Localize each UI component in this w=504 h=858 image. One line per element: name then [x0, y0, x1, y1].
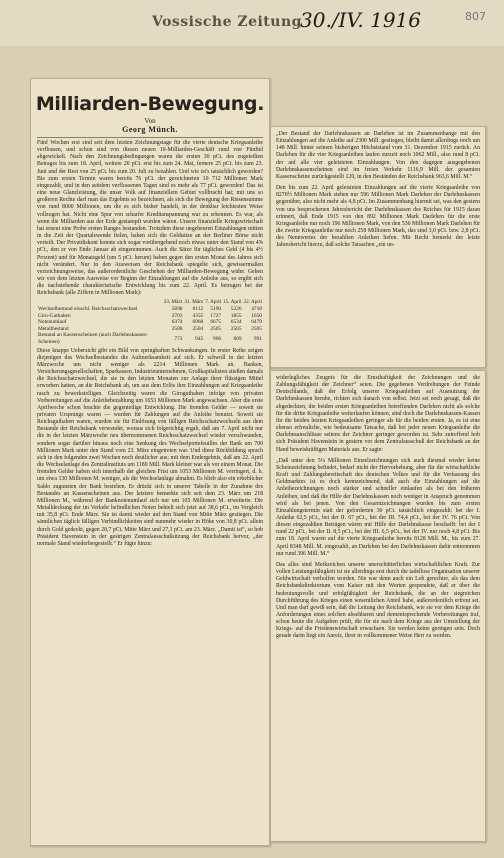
right-top-paragraph-1: „Der Bestand der Darlehnskassen an Darlehen ist im Zusammenhange mit den Einzahlungen auf die Anleihe auf 2300 Mill. gestiegen, bleibt damit allerdings noch um 148 Mill. hinter seinem bisherigen Höchststand vom 31. Dezember 1915 zurück. An Darlehen für die vier Kriegsanleihen laufen zurzeit noch 1062 Mill., also rund 8 pCt. der auf alle vier geleisteten Einzahlungen. Von den dagegen ausgegebenen Darlehnskassenscheinen sind im freien Verkehr 1116,9 Mill. der gesamten Kassenscheine zurückgestellt 120, in den Beständen der Reichsbank 963,6 Mill. M.“: [276, 131, 480, 180]
row-value: 2703: [171, 312, 183, 319]
right-bottom-paragraph-1: widerlegliches Zeugnis für die Ernsthaftigkeit der Zeichnungen und die Zahlungsfähigkeit der Zeichner“ seien. Die gegebenen Verdrehungen der Feinde Deutschlands, daß der Erfolg unserer Kriegsanleihen auf Ausnutzung der Darlehnskassen beruhe, richten sich danach von selbst. Jetzt sei noch gesagt, daß die abgedeckten, die beiden ersten Kriegsanleihen betreffenden Darlehen nicht als solche für die dritte Kriegsanleihe weiterlaufen können, sind doch die Darlehnskassen-Kassen für die beiden letzten Kriegsanleihen geringer als für die beiden ersten. Ja, es ist eine ebenso erfreuliche, wie bedeutsame Tatsache, daß bei jeder neuen Kriegsanleihe die Darlehnsanschlüsse seitens der Zeichner geringer geworden ist. Sehr zutreffend hob sich Präsident Havenstein in gestern vor dem Zentralausschuß der Reichsbank an der Hand beweiskräftigen Materials aus. Er sagte:: [276, 375, 480, 453]
article-author: Georg Münch.: [122, 125, 178, 134]
table-header-cell: 7. April: [205, 299, 222, 306]
article-paragraph-1: Fünf Wochen erst sind seit dem letzten Zeichnungstage für die vierte deutsche Kriegsanleihe verflossen, und schon sind von diesen neuen 10-Milliarden-Geschäft rund vier Fünftel abgewickelt. Nach den Zeichnungsbedingungen waren die ersten 30 pCt. des zugeteilten Betrages bis zum 18. April, weitere 20 pCt. erst bis zum 24. Mai, fernere 25 pCt. bis zum 23. Juni und der Rest von 25 pCt. bis zum 20. Juli zu bezahlen. Und wie ist's tatsächlich geworden? Bis zum ersten Termin waren bereits 76 pCt. der gezeichneten 10 712 Millionen Mark eingezahlt, und in den seitdem verflossenen Tagen sind es mehr als 77 pCt. geworden! Das ist eine neue Glanzleistung, die unser Volk auf finanziellem Gebiet vollbracht hat; mit uns so großeren Rechte darf man das Ergebnis so bezeichnen, als sich die Bewegung der Riesensumme von rund 8000 Millionen, um die es sich bisher handelt, in der denkbar leichtesten Weise vollzogen hat. Nicht eine Spur von scharfer Kreditanspannung war zu erkennen. Es war, als wenn die Milliarden aus der Erde gestampft worden wären. Unsere finanzielle Kriegswirtschaft hat erneut eine Probe ersten Ranges bestanden. Trotzdem diese ungeheuren Einzahlungen mitten in die Zeit der Quartalswende fielen, haben sich die Geldsätze an der Berliner Börse nicht verteilt. Der Privatdiskont konnte sich sogar vorübergehend noch etwas unter den Stand von 4⅝ pCt., den er von Ende Januar ab eingenommen. Auch die Sätze für tägliches Geld (4 bis 4½ Prozent) und für Monatsgeld (um 5 pCt. herum) haben gegen den ersten Monat des Jahres sich nicht verändert. Nur in den Ausweisen der Reichsbank spiegelte sich, gewissermaßen verzeichnungsweise, das außerordentliche Geschehen der Milliarden-Bewegung wider. Geben wir von dem letzten Ausweise vor Beginn der Einzahlungen auf die Anleihe aus, so ergibt sich die nachstehende charakteristische Entwicklung bis zum 22. April. Es betrugen bei der Reichsbank (alle Ziffern in Millionen Mark):: [37, 140, 263, 297]
article-clipping-left: [30, 78, 270, 846]
row-label: Metallbestand: [38, 325, 69, 332]
row-value: 6479: [251, 319, 262, 326]
row-value: 991: [253, 335, 262, 342]
row-value: 2505: [251, 325, 262, 332]
row-label: Wechselbestand einschl. Reichsschatzwechsel: [38, 306, 138, 313]
row-value: 6675: [210, 319, 222, 326]
table-header-cell: 31. März: [184, 299, 204, 306]
right-top-paragraph-2: Den bis zum 22. April geleisteten Einzahlungen auf die vierte Kriegsanleihe von 8270½ Millionen Mark stehen nur 596 Millionen Mark Darlehen der Darlehnskassen gegenüber, also nicht mehr als 4,8 pCt. Im Zusammenhang hiermit sei, was den gestern von uns besprochenen Jahresbericht der Darlehnskassen des Reiches für 1915 daran erinnert, daß Ende 1915 von den 892 Millionen Mark Darlehen für die erste Kriegsanleihe nur noch 196 Millionen Mark, von den 536 Millionen Mark Darlehen für die zweite Kriegsanleihe nur noch 258 Millionen Mark, das sind 3,0 pCt. bzw. 2,8 pCt. des Nennwertes der bezahlten Anleihen liefen. Mit Recht bemerkt der letzte Jahresbericht hierzu, daß solche Tatsachen „ein un-: [276, 185, 480, 249]
title-rule: [37, 137, 263, 138]
right-bottom-paragraph-3: Das alles sind Merkzeichen unserer unerschütterlichen wirtschaftlichen Kraft. Zur vollen Leistungsfähigkeit ist sie allerdings erst durch die tadellose Organisation unserer Geldwirtschaft verholfen worden. Nie war denn auch ein Lob gerechter, als das dem Reichsbankdirektorium vom Kaiser mit den Worten gespendete, daß er über die bedeutungsvolle und erfolgfähigkeit der Reichsbank, die an der siegreichen Durchführung des Krieges einen wesentlichen Anteil habe, außerordentlich erfreut sei. Und man darf gewiß sein, daß die Leitung der Reichsbank, wie sie vor dem Kriege die Anforderungen eines solchen absehbaren und dementsprechende Vorbereitungen traf, schon heute die Aufgaben prüft, die für sie nach dem Kriege aus der Umstellung der Kriegs- auf die Friedenswirtschaft erwachsen. Sie werden keine geringen sein. Doch gerade darin liegt ein Anreiz, ihrer in vollkommener Weise Herr zu werden.: [276, 561, 480, 640]
article-clipping-right-top: [270, 126, 486, 368]
page-number: 807: [465, 10, 486, 23]
table-row: [37, 332, 263, 345]
row-value: 6968: [192, 319, 204, 326]
table-header-cell: 23. März: [163, 299, 183, 306]
row-label: Notenumlauf: [38, 319, 67, 326]
row-value: 2504: [192, 325, 204, 332]
row-value: 2506: [171, 325, 183, 332]
row-value: 906: [213, 335, 222, 342]
reichsbank-table: [37, 299, 263, 345]
row-value: 809: [233, 335, 242, 342]
handwritten-date: 30./IV. 1916: [300, 8, 422, 32]
row-value: 5226: [230, 306, 242, 313]
row-value: 6534: [230, 319, 242, 326]
article-paragraph-2: Diese knappe Uebersicht gibt ein Bild von springhaften Schwankungen. In erster Reihe zeigen diejenigen des Wechselbestandes die Aufmerksamkeit auf sich. Er schwoll in der letzten Märzwoche um nicht weniger als 2214 Millionen Mark an. Banken, Versicherungsgesellschaften, Sparkassen, Industrieunternehmen, Großkapitalisten stießen damals die Reichsschatzwechsel, die sie in den letzten Monaten zur Anlage ihrer flüssigen Mittel erworben hatten, an die Reichsbank ab, um aus dem Erlös ihre Einzahlungen auf Kriegsanleihe rasch zu bewerkstelligen. Gleichzeitig waren die Giroguthaben infolge von privaten Vorbereitungen auf die Anleihebezahlung um 1653 Millionen Mark angewachsen. Aber die erste Aprilwoche schon brachte die gegenteilige Entwicklung. Die fremden Gelder — soweit sie privaten Ursprungs waren — wurden für Zahlungen auf die Anleihe benutzt. Soweit sie Reichsguthaben waren, wurden sie für Einlösung von fälligen Reichsschatzwechseln aus dem Bestande der Reichsbank verwendet, woraus sich folgerichtig ergab, daß am 7. April nicht nur die in der letzten Märzwoche neu übernommenen Reichsschatzwechsel wieder verschwunden, sondern sogar darüber hinaus noch eine Senkung des Wechselportefeuilles der Bank um 700 Millionen Mark unter den Stand vom 23. März eingetreten war. Und diese Rückbildung sprach sich in den folgenden zwei Wochen noch deutlicher aus; mit dem Endergebnis, daß am 22. April die Wechselanlage des Zentralinstituts um 1180 Mill. Mark kleiner war als vor einem Monat. Die fremden Gelder haben sich innerhalb der gleichen Frist um 1053 Millionen M. verringert, d. h. um etwa 130 Millionen M. weniger, als die Wechselanlage abnahm. Es blieb also ein erheblicher Saldo zugunsten der Bank bestehen. Er drückt sich in unserer Tabelle in der Zunahme des Bestandes an Kassenscheinen aus. Der letztere bemerkte sich seit dem 23. März um 218 Millionen M., während der Banknotenumlauf sich nur um 105 Millionen M. erweiterte. Die Metalldeckung der im Verkehr befindlichen Noten behielt sich jetzt auf 38,6 pCt., im Vergleich mit 35,8 pCt. Ende März. Sie ist damit wieder auf den Stand von Mitte März gestiegen. Die sämtlichen täglich fälligen Verbindlichkeiten sind nunmehr wieder in Höhe von 30,8 pCt. allein durch Gold gedeckt, gegen 28,7 pCt. Mitte März und 27,1 pCt. am 23. März. „Damit ist“, so hob Präsident Havenstein in der gestrigen Zentralausschußsitzung der Reichsbank hervor, „der normale Stand wiederhergestellt.“ Er fügte hinzu:: [37, 347, 263, 547]
row-value: 4355: [192, 312, 204, 319]
row-value: 1855: [230, 312, 242, 319]
row-value: 5898: [171, 306, 183, 313]
newspaper-stamp: Vossische Zeitung: [152, 14, 302, 30]
sheet-header: [0, 0, 504, 46]
table-header-cell: [37, 299, 163, 306]
article-clipping-right-bottom: [270, 370, 486, 842]
row-value: 773: [174, 335, 183, 342]
row-value: 1727: [210, 312, 222, 319]
table-row: [37, 319, 263, 326]
row-value: 2505: [230, 325, 242, 332]
row-value: 945: [195, 335, 204, 342]
table-header-row: [37, 299, 263, 306]
byline-von: Von: [144, 117, 156, 125]
row-value: 8112: [192, 306, 204, 313]
article-title: Milliarden-Bewegung.: [35, 93, 265, 115]
table-header-cell: 22. April: [243, 299, 262, 306]
row-value: 2505: [210, 325, 222, 332]
row-value: 4718: [251, 306, 262, 313]
row-value: 1650: [251, 312, 262, 319]
row-label: Bestand an Kassenscheinen (auch Darlehnskassen-Scheinen): [38, 332, 148, 345]
table-row: [37, 306, 263, 313]
row-value: 5190: [210, 306, 222, 313]
row-label: Giro-Guthaben: [38, 312, 71, 319]
table-row: [37, 313, 263, 320]
right-bottom-paragraph-2: „Daß unter den 5¼ Millionen Einzelzeichnungen sich auch diesmal wieder keine Scheinzeichnung befindet, bedarf nicht der Hervorhebung, aber für die wirtschaftliche Kraft und Zahlungsbereitschaft des deutschen Volkes und für die Verfassung des Geldmarktes ist es doch kennzeichnend, daß auch die Einzahlungen auf die Anleihezeichnungen noch stärker und schneller einlaufen als bei den früheren Anleihen, und daß die Hilfe der Darlehnskassen noch weniger in Anspruch genommen wird als bei jenen. Von den Gesamtzeichnungen wurden bis zum ersten Einzahlungstermin statt der geforderten 30 pCt. tatsächlich eingezahlt: bei der I. Anleihe 62,5 pCt., bei der II. 67 pCt., bei der III. 74,4 pCt., bei der IV. 76 pCt. Von diesen eingezahlten Beträgen wären mit Hilfe der Darlehnskasse beschafft: bei der I rund 22 pCt., bei der II. 8,5 pCt., bei der III. 6,5 pCt., bei der IV. nur noch 4,8 pCt. Bis zum 18. April waren auf die vierte Kriegsanleihe bereits 8128 Mill. M., bis zum 27. April 8348 Mill. M. eingezahlt, an Darlehen bei den Darlehnskassen dafür entnommen nur rund 396 Mill. M.“: [276, 457, 480, 557]
row-value: 6374: [171, 319, 183, 326]
table-header-cell: 15. April: [223, 299, 242, 306]
